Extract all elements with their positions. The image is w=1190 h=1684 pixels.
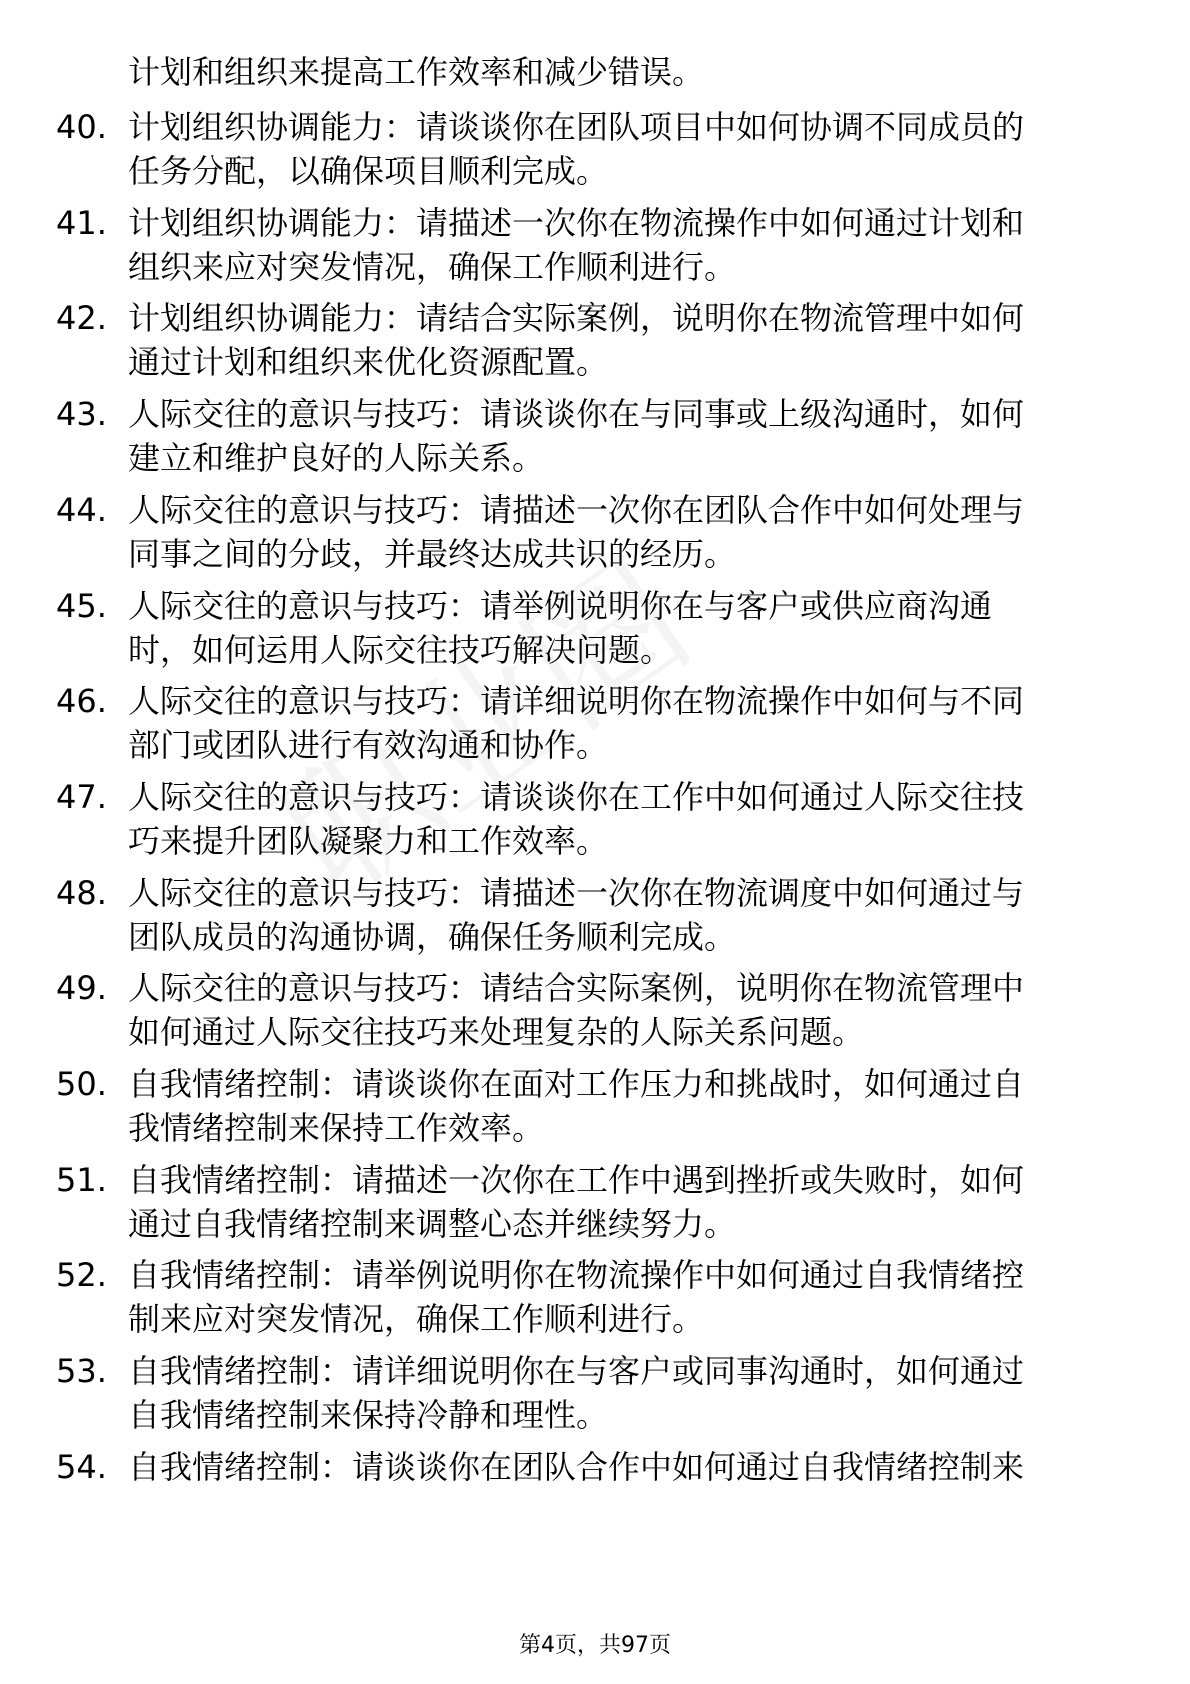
question-text-line: 人际交往的意识与技巧：请举例说明你在与客户或供应商沟通 <box>128 587 993 625</box>
continuation-text: 计划和组织来提高工作效率和减少错误。 <box>128 53 705 91</box>
question-text-line: 人际交往的意识与技巧：请结合实际案例，说明你在物流管理中 <box>128 969 1025 1007</box>
question-number: 40. <box>56 108 107 146</box>
question-text-line: 自我情绪控制：请详细说明你在与客户或同事沟通时，如何通过 <box>128 1352 1025 1390</box>
question-text-line: 部门或团队进行有效沟通和协作。 <box>128 726 609 764</box>
question-text-line: 自我情绪控制：请谈谈你在面对工作压力和挑战时，如何通过自 <box>128 1065 1025 1103</box>
question-text-line: 制来应对突发情况，确保工作顺利进行。 <box>128 1300 705 1338</box>
page-footer: 第4页，共97页 <box>519 1633 671 1658</box>
question-number: 52. <box>56 1256 107 1294</box>
question-number: 51. <box>56 1161 107 1199</box>
question-text-line: 通过计划和组织来优化资源配置。 <box>128 343 609 381</box>
question-text-line: 计划组织协调能力：请谈谈你在团队项目中如何协调不同成员的 <box>128 108 1025 146</box>
question-text-line: 巧来提升团队凝聚力和工作效率。 <box>128 822 609 860</box>
question-number: 41. <box>56 204 107 242</box>
question-text-line: 人际交往的意识与技巧：请谈谈你在与同事或上级沟通时，如何 <box>128 395 1025 433</box>
question-text-line: 计划组织协调能力：请描述一次你在物流操作中如何通过计划和 <box>128 204 1025 242</box>
question-text-line: 自我情绪控制：请举例说明你在物流操作中如何通过自我情绪控 <box>128 1256 1025 1294</box>
question-number: 53. <box>56 1352 107 1390</box>
question-number: 43. <box>56 395 107 433</box>
question-number: 54. <box>56 1448 107 1486</box>
question-text-line: 人际交往的意识与技巧：请描述一次你在团队合作中如何处理与 <box>128 491 1025 529</box>
question-number: 49. <box>56 969 107 1007</box>
question-text-line: 建立和维护良好的人际关系。 <box>128 439 545 477</box>
question-text-line: 如何通过人际交往技巧来处理复杂的人际关系问题。 <box>128 1013 865 1051</box>
question-number: 50. <box>56 1065 107 1103</box>
question-text-line: 人际交往的意识与技巧：请描述一次你在物流调度中如何通过与 <box>128 874 1025 912</box>
question-number: 47. <box>56 778 107 816</box>
question-text-line: 团队成员的沟通协调，确保任务顺利完成。 <box>128 918 737 956</box>
question-text-line: 计划组织协调能力：请结合实际案例，说明你在物流管理中如何 <box>128 299 1025 337</box>
question-text-line: 我情绪控制来保持工作效率。 <box>128 1109 545 1147</box>
question-number: 45. <box>56 587 107 625</box>
question-text-line: 人际交往的意识与技巧：请谈谈你在工作中如何通过人际交往技 <box>128 778 1025 816</box>
question-text-line: 通过自我情绪控制来调整心态并继续努力。 <box>128 1205 737 1243</box>
question-number: 42. <box>56 299 107 337</box>
question-text-line: 时，如何运用人际交往技巧解决问题。 <box>128 631 673 669</box>
question-number: 48. <box>56 874 107 912</box>
question-number: 46. <box>56 682 107 720</box>
question-text-line: 任务分配，以确保项目顺利完成。 <box>128 152 609 190</box>
question-text-line: 自我情绪控制：请谈谈你在团队合作中如何通过自我情绪控制来 <box>128 1448 1025 1486</box>
question-text-line: 人际交往的意识与技巧：请详细说明你在物流操作中如何与不同 <box>128 682 1025 720</box>
question-text-line: 自我情绪控制：请描述一次你在工作中遇到挫折或失败时，如何 <box>128 1161 1025 1199</box>
question-text-line: 组织来应对突发情况，确保工作顺利进行。 <box>128 248 737 286</box>
question-number: 44. <box>56 491 107 529</box>
question-text-line: 自我情绪控制来保持冷静和理性。 <box>128 1396 609 1434</box>
question-text-line: 同事之间的分歧，并最终达成共识的经历。 <box>128 535 737 573</box>
